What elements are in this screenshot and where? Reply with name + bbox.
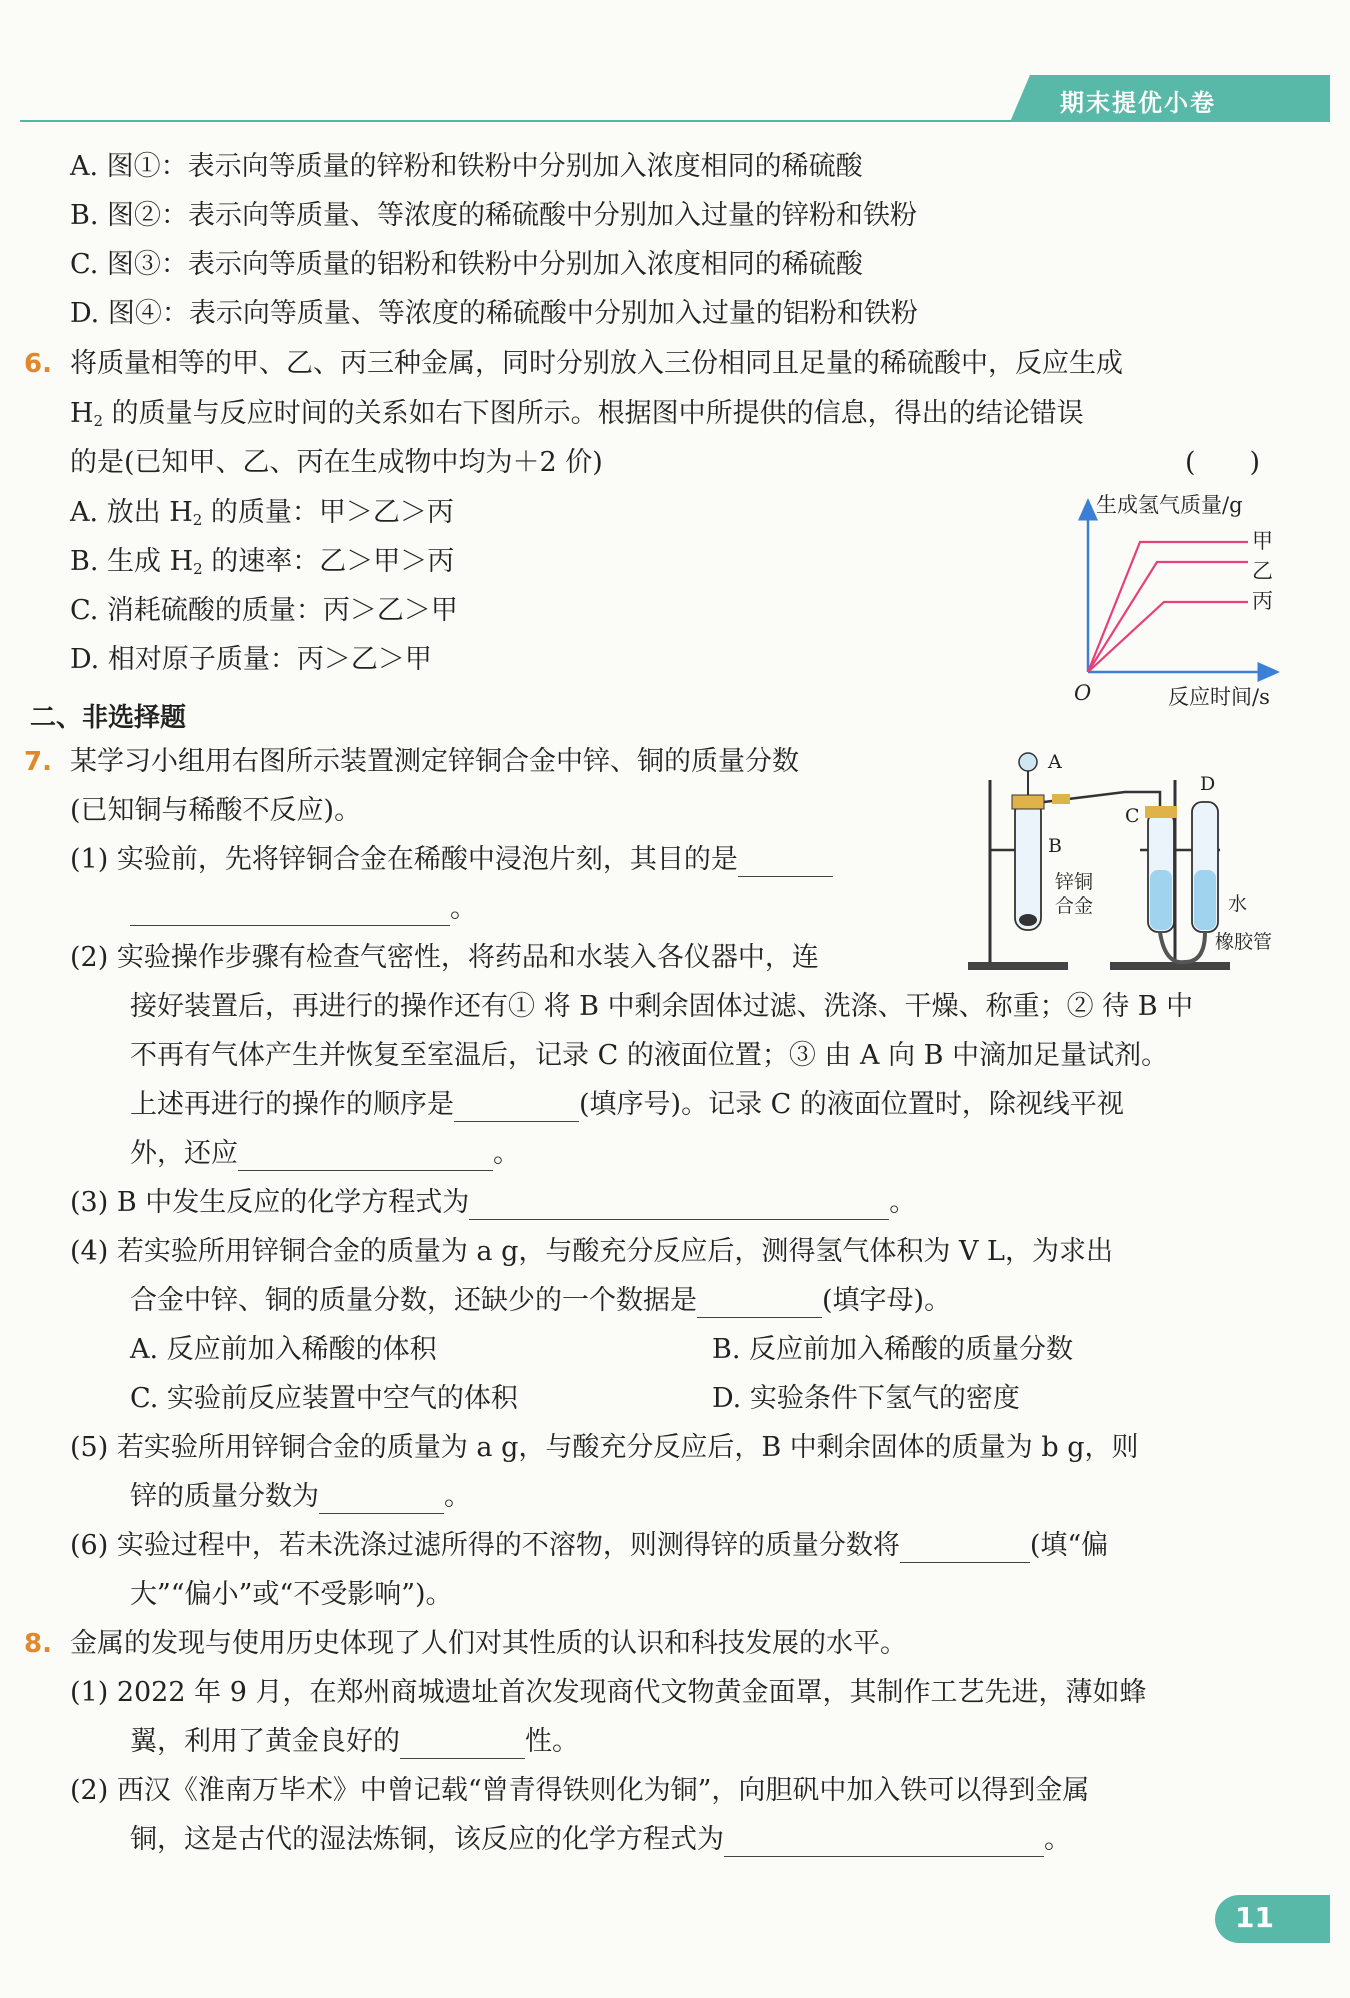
legend-bing: 丙 [1252,589,1273,613]
rubber-tube [1160,932,1205,962]
q6-option-a: A. 放出 $H_2$ 的质量：甲＞乙＞丙 [70,497,454,529]
q8-p1b: 翼，利用了黄金良好的 性。 [130,1726,579,1757]
q7-p6a: (6) 实验过程中，若未洗涤过滤所得的不溶物，则测得锌的质量分数将 (填“偏 [70,1530,1109,1561]
label-alloy-2: 合金 [1055,895,1094,917]
water-c [1150,870,1172,930]
answer-blank[interactable] [454,1095,579,1122]
stand-base-right [1110,962,1230,970]
page-number-badge [1215,1895,1330,1943]
label-a: A [1048,751,1062,773]
stopper-b [1012,795,1044,809]
q7-p2b: 接好装置后，再进行的操作还有① 将 B 中剩余固体过滤、洗涤、干燥、称重；② 待 B 中 [130,991,1194,1022]
answer-blank[interactable] [724,1830,1044,1857]
label-b: B [1048,835,1062,857]
stand-base-left [968,962,1068,970]
q7-p1: (1) 实验前，先将锌铜合金在稀酸中浸泡片刻，其目的是 [70,843,833,877]
header-title: 期末提优小卷 [1060,89,1216,117]
q7-p1-cont: 。 [130,892,477,926]
q7-p4-option-d: D. 实验条件下氢气的密度 [712,1383,1020,1414]
q7-line1: 某学习小组用右图所示装置测定锌铜合金中锌、铜的质量分数 [70,746,799,777]
answer-blank[interactable] [469,1193,889,1220]
answer-blank[interactable] [319,1487,444,1514]
series-yi-line [1088,562,1248,672]
q6-chart [1060,490,1300,710]
q7-p5b: 锌的质量分数为 。 [130,1481,471,1512]
q6-answer-paren: ( ) [1185,447,1261,478]
label-alloy-1: 锌铜 [1055,871,1094,893]
answer-blank[interactable] [238,1144,493,1171]
q6-line2: $H_2$ 的质量与反应时间的关系如右下图所示。根据图中所提供的信息，得出的结论错误 [70,398,1084,430]
q7-p2a: (2) 实验操作步骤有检查气密性，将药品和水装入各仪器中，连 [70,942,819,973]
label-d: D [1200,773,1216,795]
water-d [1194,870,1216,930]
test-tube-b [1015,800,1041,930]
legend-yi: 乙 [1252,559,1273,583]
legend-jia: 甲 [1252,529,1273,553]
answer-blank[interactable] [697,1291,822,1318]
q7-p4a: (4) 若实验所用锌铜合金的质量为 a g，与酸充分反应后，测得氢气体积为 V L，为求出 [70,1236,1113,1267]
q7-p5a: (5) 若实验所用锌铜合金的质量为 a g，与酸充分反应后，B 中剩余固体的质量为 b g，则 [70,1432,1139,1463]
q7-p6b: 大”“偏小”或“不受影响”)。 [130,1579,453,1610]
q8-line1: 金属的发现与使用历史体现了人们对其性质的认识和科技发展的水平。 [70,1628,907,1659]
q7-p3: (3) B 中发生反应的化学方程式为 。 [70,1187,917,1218]
q6-option-c: C. 消耗硫酸的质量：丙＞乙＞甲 [70,595,458,626]
q6-number: 6. [24,349,52,379]
alloy-solid [1019,914,1037,926]
q7-p4-option-c: C. 实验前反应装置中空气的体积 [130,1383,518,1414]
q5-option-d: D. 图④：表示向等质量、等浓度的稀硫酸中分别加入过量的铝粉和铁粉 [70,298,918,329]
q7-p2c: 不再有气体产生并恢复至室温后，记录 C 的液面位置；③ 由 A 向 B 中滴加足量试剂。 [130,1040,1169,1071]
q7-apparatus [960,740,1290,980]
q8-p1a: (1) 2022 年 9 月，在郑州商城遗址首次发现商代文物黄金面罩，其制作工艺先进，薄如蜂 [70,1677,1147,1708]
x-axis-label: 反应时间/s [1168,685,1270,709]
q8-p2b: 铜，这是古代的湿法炼铜，该反应的化学方程式为 。 [130,1824,1071,1855]
origin-label: O [1074,681,1092,705]
stopper-c [1145,806,1177,818]
section-title: 二、非选择题 [30,703,187,733]
q6-line3: 的是(已知甲、乙、丙在生成物中均为＋2 价) [70,447,603,478]
q5-option-c: C. 图③：表示向等质量的铝粉和铁粉中分别加入浓度相同的稀硫酸 [70,249,863,280]
q6-line1: 将质量相等的甲、乙、丙三种金属，同时分别放入三份相同且足量的稀硫酸中，反应生成 [70,348,1123,379]
label-rubber-tube: 橡胶管 [1215,931,1273,953]
page-number: 11 [1235,1901,1274,1934]
q6-option-b: B. 生成 $H_2$ 的速率：乙＞甲＞丙 [70,546,455,578]
q7-line2: (已知铜与稀酸不反应)。 [70,795,362,826]
q7-p4b: 合金中锌、铜的质量分数，还缺少的一个数据是 (填字母)。 [130,1285,952,1316]
label-water: 水 [1228,893,1248,915]
q7-p4-option-a: A. 反应前加入稀酸的体积 [130,1334,437,1365]
q7-number: 7. [24,747,52,777]
q5-option-a: A. 图①：表示向等质量的锌粉和铁粉中分别加入浓度相同的稀硫酸 [70,151,863,182]
q8-p2a: (2) 西汉《淮南万毕术》中曾记载“曾青得铁则化为铜”，向胆矾中加入铁可以得到金属 [70,1775,1090,1806]
q8-number: 8. [24,1629,52,1659]
q7-p2d: 上述再进行的操作的顺序是 (填序号)。记录 C 的液面位置时，除视线平视 [130,1089,1124,1120]
q6-option-d: D. 相对原子质量：丙＞乙＞甲 [70,644,432,675]
separatory-funnel-a [1019,753,1037,771]
label-c: C [1125,805,1140,827]
q7-p2e: 外，还应 。 [130,1138,520,1169]
q7-p4-option-b: B. 反应前加入稀酸的质量分数 [712,1334,1074,1365]
y-axis-label: 生成氢气质量/g [1096,493,1243,517]
answer-blank[interactable] [400,1732,525,1759]
answer-blank[interactable] [130,899,450,926]
answer-blank[interactable] [900,1536,1030,1563]
q5-option-b: B. 图②：表示向等质量、等浓度的稀硫酸中分别加入过量的锌粉和铁粉 [70,200,918,231]
answer-blank[interactable] [738,850,833,877]
tube-joint [1052,794,1070,804]
